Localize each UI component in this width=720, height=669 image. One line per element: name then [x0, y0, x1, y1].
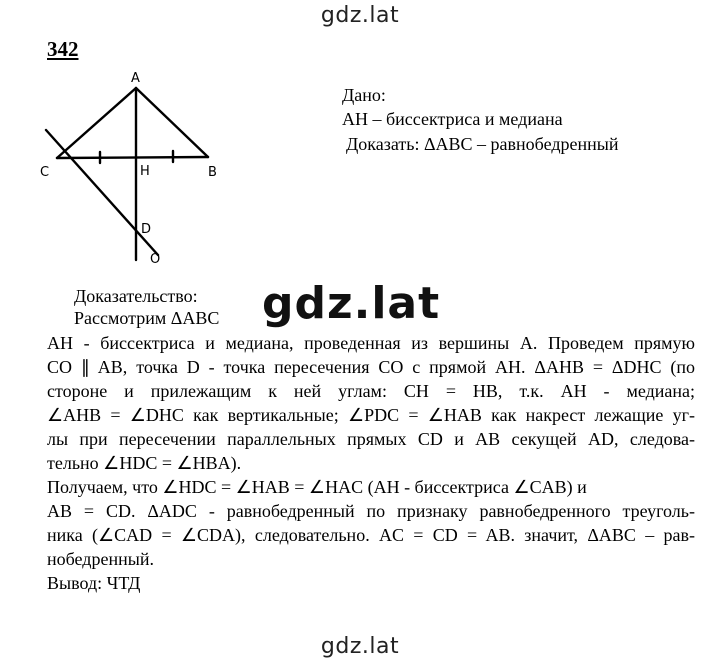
- proof-line: ника (∠CAD = ∠CDA), следовательно. AC = CD = AB. значит, ΔABC – рав-: [47, 525, 695, 545]
- proof-line: CO ∥ AB, точка D - точка пересечения CO с прямой AH. ΔAHB = ΔDHC (по: [47, 357, 695, 377]
- watermark-top: gdz.lat: [320, 3, 400, 28]
- proof-label: Доказательство:: [74, 286, 198, 306]
- proof-line: AH - биссектриса и медиана, проведенная из вершины A. Проведем прямую: [47, 333, 695, 353]
- segment-cb: [57, 157, 208, 158]
- segment-ac: [57, 88, 136, 158]
- proof-line: ∠AHB = ∠DHC как вертикальные; ∠PDC = ∠HAB как накрест лежащие уг-: [47, 405, 695, 425]
- point-label-b: B: [208, 165, 217, 180]
- point-label-d: D: [141, 222, 152, 237]
- figure-lines: [46, 88, 208, 260]
- watermark-middle: gdz.lat: [262, 278, 441, 329]
- prove-statement: Доказать: ΔABC – равнобедренный: [346, 134, 619, 154]
- proof-body: [47, 331, 695, 595]
- proof-line: лы при пересечении параллельных прямых CD и AB секущей AD, следова-: [47, 429, 695, 449]
- proof-line: нобедренный.: [47, 549, 154, 569]
- point-label-h: H: [140, 164, 150, 179]
- watermark-bottom: gdz.lat: [320, 634, 400, 659]
- given-statement: AH – биссектриса и медиана: [342, 109, 563, 129]
- given-label: Дано:: [342, 85, 386, 105]
- segment-ab: [136, 88, 208, 157]
- problem-number: 342: [47, 37, 79, 61]
- point-label-a: A: [131, 71, 140, 86]
- point-label-c: C: [40, 165, 50, 180]
- point-label-o: O: [150, 252, 161, 267]
- proof-line: AB = CD. ΔADC - равнобедренный по признаку равнобедренного треуголь-: [47, 501, 695, 521]
- proof-line: стороне и прилежащим к ней углам: CH = HB, т.к. AH - медиана;: [47, 381, 695, 401]
- proof-line: тельно ∠HDC = ∠HBA).: [47, 453, 242, 473]
- proof-conclusion: Вывод: ЧТД: [47, 573, 141, 593]
- geometry-figure: [30, 60, 290, 270]
- proof-line: Получаем, что ∠HDC = ∠HAB = ∠HAC (AH - биссектриса ∠CAB) и: [47, 477, 587, 497]
- consider-line: Рассмотрим ΔABC: [74, 308, 220, 328]
